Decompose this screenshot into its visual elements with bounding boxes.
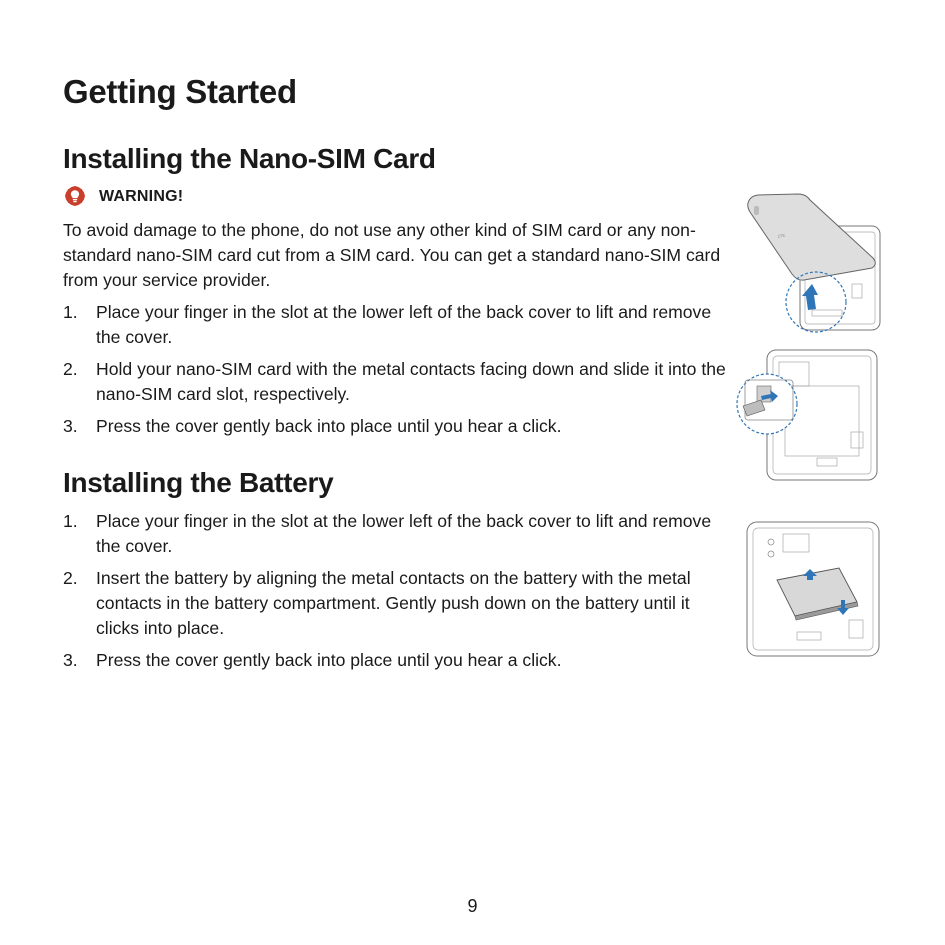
step-text: Press the cover gently back into place until you hear a click. <box>96 416 562 436</box>
page-title: Getting Started <box>63 73 297 110</box>
step-text: Place your finger in the slot at the lower left of the back cover to lift and remove the cover. <box>96 511 712 556</box>
list-item <box>63 357 731 407</box>
step-number: 2. <box>63 359 78 379</box>
step-number: 2. <box>63 568 78 588</box>
page-number: 9 <box>467 896 478 916</box>
list-item <box>63 648 731 673</box>
step-number: 1. <box>63 302 78 322</box>
step-number: 3. <box>63 650 78 670</box>
step-text: Insert the battery by aligning the metal contacts on the battery with the metal contacts in the battery compartment. Gently push down on the battery until it clicks into place. <box>96 568 691 638</box>
warning-label: WARNING! <box>99 188 184 205</box>
step-text: Place your finger in the slot at the lower left of the back cover to lift and remove the cover. <box>96 302 712 347</box>
list-item <box>63 300 731 350</box>
step-number: 1. <box>63 511 78 531</box>
warning-callout <box>63 186 183 208</box>
battery-steps-list <box>63 509 731 680</box>
insert-sim-illustration <box>733 346 883 484</box>
list-item <box>63 566 731 641</box>
section-title-battery: Installing the Battery <box>63 467 334 498</box>
warning-bulb-icon <box>63 185 87 209</box>
cover-logo: ZTE <box>777 232 786 239</box>
step-text: Press the cover gently back into place until you hear a click. <box>96 650 562 670</box>
warning-text: To avoid damage to the phone, do not use any other kind of SIM card or any non-standard nano-SIM card cut from a SIM card. You can get a standard nano-SIM card from your service provider. <box>63 220 721 290</box>
sim-steps-list <box>63 300 731 446</box>
remove-cover-illustration <box>742 192 882 334</box>
step-text: Hold your nano-SIM card with the metal contacts facing down and slide it into the nano-SIM card slot, respectively. <box>96 359 726 404</box>
step-number: 3. <box>63 416 78 436</box>
list-item <box>63 509 731 559</box>
section-title-nano-sim: Installing the Nano-SIM Card <box>63 143 436 174</box>
list-item <box>63 414 731 439</box>
insert-battery-illustration <box>745 520 880 658</box>
